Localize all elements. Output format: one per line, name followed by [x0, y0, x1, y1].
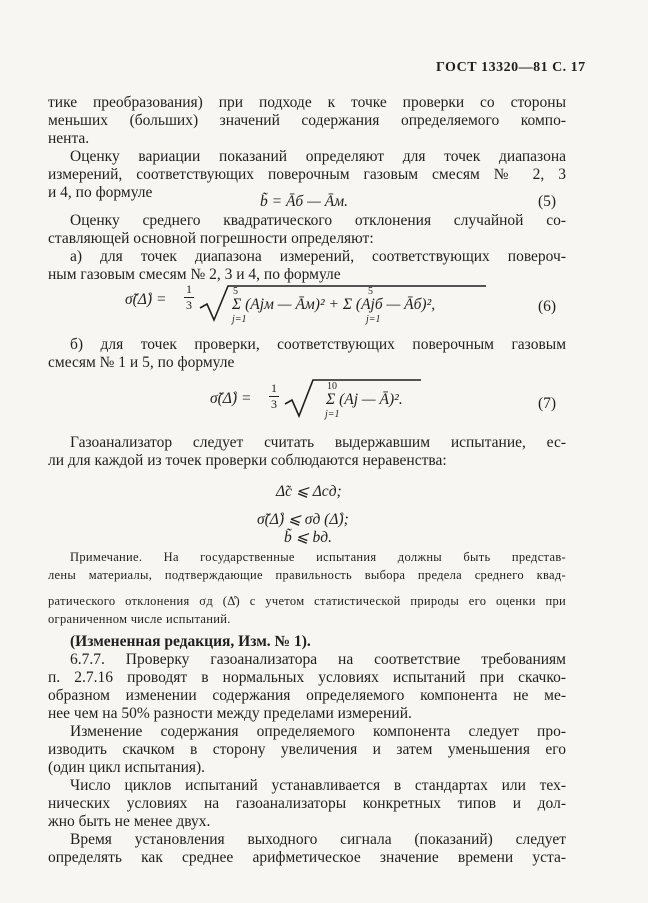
formula-6-limit: 5 [368, 286, 373, 297]
page-header: ГОСТ 13320—81 С. 17 [436, 60, 586, 75]
formula-5: b̃ = Āб — Āм. [260, 193, 348, 210]
text-line: 6.7.7. Проверку газоанализатора на соответствие требованиям [70, 651, 566, 668]
text-line: (один цикл испытания). [48, 759, 206, 776]
text-line: а) для точек диапазона измерений, соответствующих повероч- [70, 248, 566, 265]
inequality-2: σ̃(Δ̊) ⩽ σд (Δ̊); [257, 511, 349, 528]
text-line: определять как среднее арифметическое значение времени уста- [48, 849, 566, 866]
note-line: лены материалы, подтверждающие правильность выбора предела среднего квад- [48, 568, 566, 582]
text-line: Оценку среднего квадратического отклонения случайной со- [70, 212, 566, 229]
equation-number-5: (5) [538, 193, 557, 210]
equation-number-7: (7) [538, 395, 557, 412]
text-line: Газоанализатор следует считать выдержавшим испытание, ес- [70, 434, 566, 451]
note-line: Примечание. На государственные испытания должны быть представ- [70, 550, 566, 564]
formula-7-frac-den: 3 [271, 397, 277, 411]
text-line: измерений, соответствующих поверочным газовым смесям № 2, 3 [48, 166, 566, 183]
formula-6-limit: 5 [233, 286, 238, 297]
text-line: б) для точек проверки, соответствующих поверочным газовым [70, 336, 566, 353]
text-line: изводить скачком в сторону увеличения и затем уменьшения его [48, 741, 566, 758]
formula-6-lhs: σ̃(Δ̊) = [125, 291, 167, 308]
formula-7-lhs: σ̃(Δ̊) = [210, 390, 252, 407]
note-line: ратического отклонения σд (Δ̊) с учетом статистической природы его оценки при [48, 594, 566, 608]
text-line: смесям № 1 и 5, по формуле [48, 354, 235, 371]
formula-7-limit: j=1 [325, 409, 340, 420]
text-line: Изменение содержания определяемого компонента следует про- [70, 723, 566, 740]
text-line: меньших (больших) значений содержания определяемого компо- [48, 112, 566, 129]
formula-6-frac-den: 3 [186, 298, 192, 312]
text-line: тике преобразования) при подходе к точке проверки со стороны [48, 94, 566, 111]
amendment-note: (Измененная редакция, Изм. № 1). [70, 633, 311, 650]
text-line: ли для каждой из точек проверки соблюдаются неравенства: [48, 452, 447, 469]
formula-6-body: Σ (Ajм — Āм)² + Σ (Ajб — Āб)², [232, 296, 436, 313]
text-line: нических условиях на газоанализаторы конкретных типов и дол- [48, 795, 566, 812]
formula-7-body: Σ (Aj — Ā)². [326, 391, 403, 408]
formula-7-frac-num: 1 [271, 381, 277, 395]
text-line: нента. [48, 130, 90, 147]
text-line: ставляющей основной погрешности определяют: [48, 230, 374, 247]
text-line: жно быть не менее двух. [48, 813, 211, 830]
text-line: Время установления выходного сигнала (показаний) следует [70, 831, 566, 848]
inequality-3: b̃ ⩽ bд. [284, 529, 332, 546]
equation-number-6: (6) [538, 298, 557, 315]
text-line: п. 2.7.16 проводят в нормальных условиях испытаний при скачко- [48, 669, 566, 686]
formula-6-frac-num: 1 [186, 282, 192, 296]
note-line: ограниченном числе испытаний. [48, 612, 231, 626]
text-line: Число циклов испытаний устанавливается в стандартах или тех- [70, 777, 566, 794]
formula-6-limit: j=1 [366, 314, 381, 325]
text-line: нее чем на 50% разности между пределами измерений. [48, 705, 412, 722]
text-line: образном изменении содержания определяемого компонента не ме- [48, 687, 566, 704]
inequality-1: Δ̃с ⩽ Δсд; [276, 483, 342, 500]
formula-7-limit: 10 [327, 381, 337, 392]
text-line: Оценку вариации показаний определяют для точек диапазона [70, 148, 566, 165]
text-line: ным газовым смесям № 2, 3 и 4, по формуле [48, 266, 341, 283]
formula-6-limit: j=1 [232, 314, 247, 325]
text-line: и 4, по формуле [48, 184, 153, 201]
